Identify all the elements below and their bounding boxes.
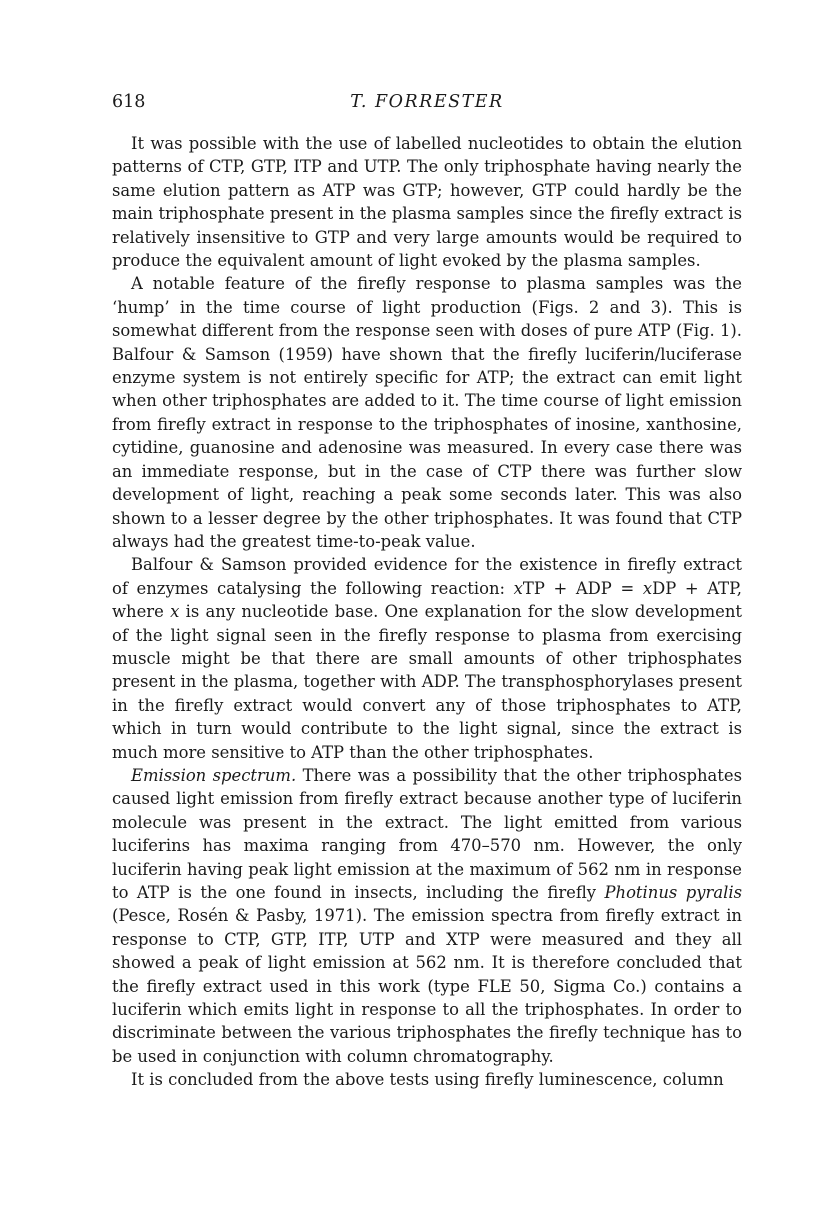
text-run: DP + ATP, where bbox=[112, 578, 742, 622]
variable-x: x bbox=[170, 602, 180, 622]
page-header bbox=[112, 92, 742, 132]
text-run: (Pesce, Rosén & Pasby, 1971). The emission spectra from firefly extract in response to CTP, GTP, ITP, UTP and XTP were measured and they all showed a peak of light emission at 562 nm. It is therefore concluded that the firefly extract used in this work (type FLE 50, Sigma Co.) contains a luciferin which emits light in response to all the triphosphates. In order to discriminate between the various triphosphates the firefly technique has to be used in conjunction with column chromatography. bbox=[112, 906, 742, 1066]
variable-x: x bbox=[513, 578, 523, 598]
body-text bbox=[112, 132, 742, 1092]
running-head: T. FORRESTER bbox=[350, 92, 504, 112]
paragraph-hump-time-course: A notable feature of the firefly response to plasma samples was the ‘hump’ in the time course of light production (Figs. 2 and 3). This is somewhat different from the response seen with doses of pure ATP (Fig. 1). Balfour & Samson (1959) have shown that the firefly luciferin/luciferase enzyme system is not entirely specific for ATP; the extract can emit light when other triphosphates are added to it. The time course of light emission from firefly extract in response to the triphosphates of inosine, xanthosine, cytidine, guanosine and adenosine was measured. In every case there was an immediate response, but in the case of CTP there was further slow development of light, reaching a peak some seconds later. This was also shown to a lesser degree by the other triphosphates. It was found that CTP always had the greatest time-to-peak value. bbox=[112, 274, 742, 551]
paragraph-emission-spectrum bbox=[112, 764, 742, 1068]
variable-x: x bbox=[642, 578, 653, 598]
paragraph-transphosphorylase bbox=[112, 553, 742, 764]
text-run: TP + ADP = bbox=[522, 578, 643, 598]
section-heading: Emission spectrum. bbox=[131, 765, 297, 785]
text-run: There was a possibility that the other triphosphates caused light emission from firefly extract because another type of luciferin molecule was present in the extract. The light emitted from various luciferins has maxima ranging from 470–570 nm. However, the only luciferin having peak light emission at the maximum of 562 nm in response to ATP is the one found in insects, including the firefly bbox=[112, 765, 743, 902]
paragraph-elution-patterns: It was possible with the use of labelled nucleotides to obtain the elution patterns of CTP, GTP, ITP and UTP. The only triphosphate having nearly the same elution pattern as ATP was GTP; however, GTP could hardly be the main triphosphate present in the plasma samples since the firefly extract is relatively insensitive to GTP and very large amounts would be required to produce the equivalent amount of light evoked by the plasma samples. bbox=[112, 134, 742, 271]
page-number: 618 bbox=[112, 92, 146, 112]
text-run: Balfour & Samson provided evidence for the existence in firefly extract of enzymes catalysing the following reaction: bbox=[112, 555, 742, 598]
species-name: Photinus pyralis bbox=[604, 883, 742, 902]
paragraph-conclusion: It is concluded from the above tests using firefly luminescence, column bbox=[131, 1070, 724, 1090]
text-run: is any nucleotide base. One explanation for the slow development of the light signal seen in the firefly response to plasma from exercising muscle might be that there are small amounts of other triphosphates present in the plasma, together with ADP. The transphosphorylases present in the firefly extract would convert any of those triphosphates to ATP, which in turn would contribute to the light signal, since the extract is much more sensitive to ATP than the other triphosphates. bbox=[112, 602, 742, 762]
